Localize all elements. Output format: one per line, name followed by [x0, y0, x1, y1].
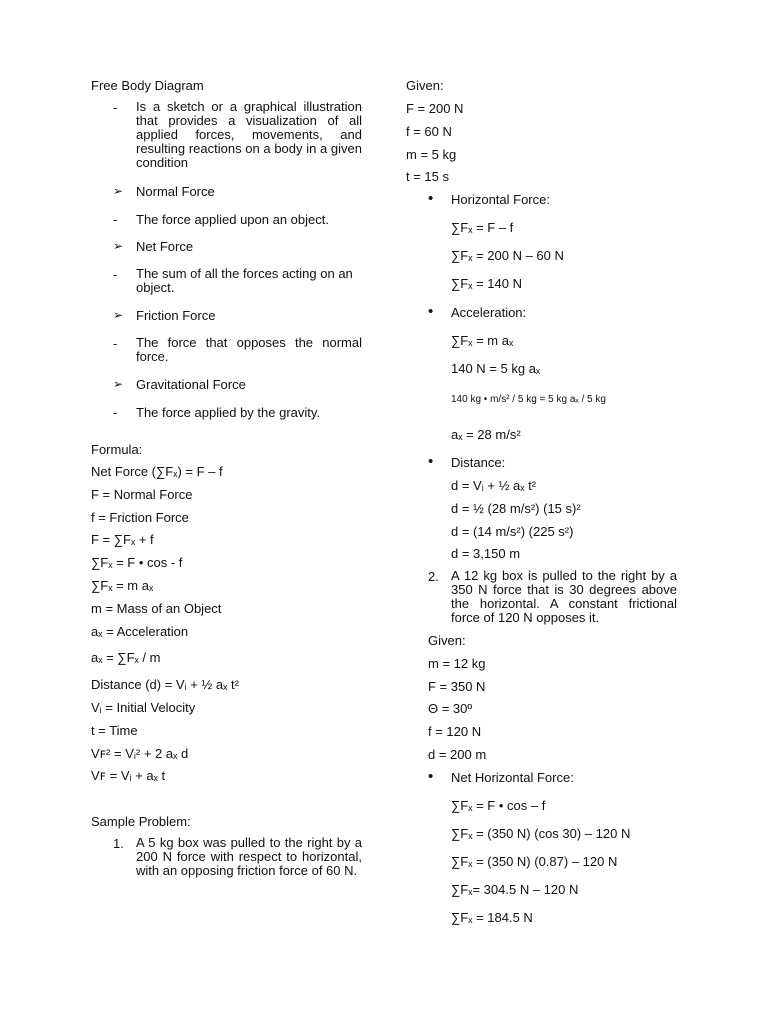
calc-step: ∑Fₓ = F • cos – f	[451, 798, 546, 813]
formula-heading: Formula:	[91, 442, 143, 457]
dash-marker: -	[113, 100, 118, 115]
given-heading: Given:	[406, 78, 444, 93]
term-desc: The sum of all the forces acting on an object.	[136, 266, 353, 295]
formula-line: Net Force (∑Fₓ) = F – f	[91, 464, 223, 479]
given-item: d = 200 m	[428, 747, 487, 762]
term-desc: The force that opposes the normal force.	[136, 335, 362, 364]
dash-marker: -	[113, 405, 118, 420]
calc-step: ∑Fₓ = (350 N) (0.87) – 120 N	[451, 854, 618, 869]
formula-line: ∑Fₓ = m aₓ	[91, 578, 154, 593]
given-heading: Given:	[428, 633, 466, 648]
formula-line: F = ∑Fₓ + f	[91, 532, 154, 547]
problem-number: 2.	[428, 569, 439, 584]
problem-number: 1.	[113, 836, 124, 851]
given-item: F = 200 N	[406, 101, 464, 116]
dash-marker: -	[113, 336, 118, 351]
problem-text: A 5 kg box was pulled to the right by a 200 N force with respect to horizontal, with an opposing friction force of 60 N.	[136, 835, 362, 878]
section-heading: Horizontal Force:	[451, 192, 550, 207]
calc-step: ∑Fₓ = 140 N	[451, 276, 522, 291]
given-item: f = 120 N	[428, 724, 482, 739]
calc-step: ∑Fₓ = 200 N – 60 N	[451, 248, 564, 263]
calc-step: d = Vᵢ + ½ aₓ t²	[451, 478, 537, 493]
formula-line: Vᵢ = Initial Velocity	[91, 700, 196, 715]
calc-step: 140 N = 5 kg aₓ	[451, 361, 541, 376]
formula-line: Vꜰ² = Vᵢ² + 2 aₓ d	[91, 746, 189, 761]
formula-line: F = Normal Force	[91, 487, 193, 502]
given-item: t = 15 s	[406, 169, 449, 184]
section-heading: Acceleration:	[451, 305, 527, 320]
formula-line: t = Time	[91, 723, 138, 738]
bullet-dot-icon: •	[428, 768, 434, 785]
formula-line: Distance (d) = Vᵢ + ½ aₓ t²	[91, 677, 239, 692]
bullet-dot-icon: •	[428, 453, 434, 470]
arrow-bullet-icon: ➢	[113, 377, 124, 391]
formula-line: ∑Fₓ = F • cos - f	[91, 555, 183, 570]
term-title: Gravitational Force	[136, 377, 246, 392]
fbd-heading: Free Body Diagram	[91, 78, 204, 93]
bullet-dot-icon: •	[428, 190, 434, 207]
term-desc: The force applied upon an object.	[136, 212, 329, 227]
formula-line: aₓ = Acceleration	[91, 624, 189, 639]
calc-step: ∑Fₓ = m aₓ	[451, 333, 514, 348]
term-title: Friction Force	[136, 308, 216, 323]
term-desc: The force applied by the gravity.	[136, 405, 321, 420]
calc-step-fraction: 140 kg • m/s² / 5 kg = 5 kg aₓ / 5 kg	[451, 394, 606, 405]
calc-step: d = 3,150 m	[451, 546, 521, 561]
given-item: m = 12 kg	[428, 656, 486, 671]
problem-text: A 12 kg box is pulled to the right by a 350 N force that is 30 degrees above the horizontal. A constant frictional force of 120 N opposes it.	[451, 568, 677, 625]
dash-marker: -	[113, 212, 118, 227]
given-item: Θ = 30º	[428, 701, 473, 716]
formula-line: f = Friction Force	[91, 510, 189, 525]
given-item: F = 350 N	[428, 679, 486, 694]
formula-line: Vꜰ = Vᵢ + aₓ t	[91, 768, 166, 783]
arrow-bullet-icon: ➢	[113, 184, 124, 198]
calc-step: aₓ = 28 m/s²	[451, 427, 521, 442]
calc-step: d = (14 m/s²) (225 s²)	[451, 524, 574, 539]
arrow-bullet-icon: ➢	[113, 239, 124, 253]
section-heading: Net Horizontal Force:	[451, 770, 574, 785]
calc-step: ∑Fₓ= 304.5 N – 120 N	[451, 882, 579, 897]
arrow-bullet-icon: ➢	[113, 308, 124, 322]
calc-step: ∑Fₓ = 184.5 N	[451, 910, 533, 925]
formula-line: m = Mass of an Object	[91, 601, 222, 616]
calc-step: ∑Fₓ = (350 N) (cos 30) – 120 N	[451, 826, 631, 841]
fbd-definition: Is a sketch or a graphical illustration that provides a visualization of all applied forces, movements, and resulting reactions on a body in a given condition	[136, 99, 362, 170]
dash-marker: -	[113, 267, 118, 282]
sample-heading: Sample Problem:	[91, 814, 191, 829]
term-title: Net Force	[136, 239, 194, 254]
given-item: m = 5 kg	[406, 147, 457, 162]
term-title: Normal Force	[136, 184, 215, 199]
section-heading: Distance:	[451, 455, 506, 470]
calc-step: d = ½ (28 m/s²) (15 s)²	[451, 501, 581, 516]
given-item: f = 60 N	[406, 124, 452, 139]
bullet-dot-icon: •	[428, 303, 434, 320]
formula-line: aₓ = ∑Fₓ / m	[91, 650, 161, 665]
calc-step: ∑Fₓ = F – f	[451, 220, 514, 235]
